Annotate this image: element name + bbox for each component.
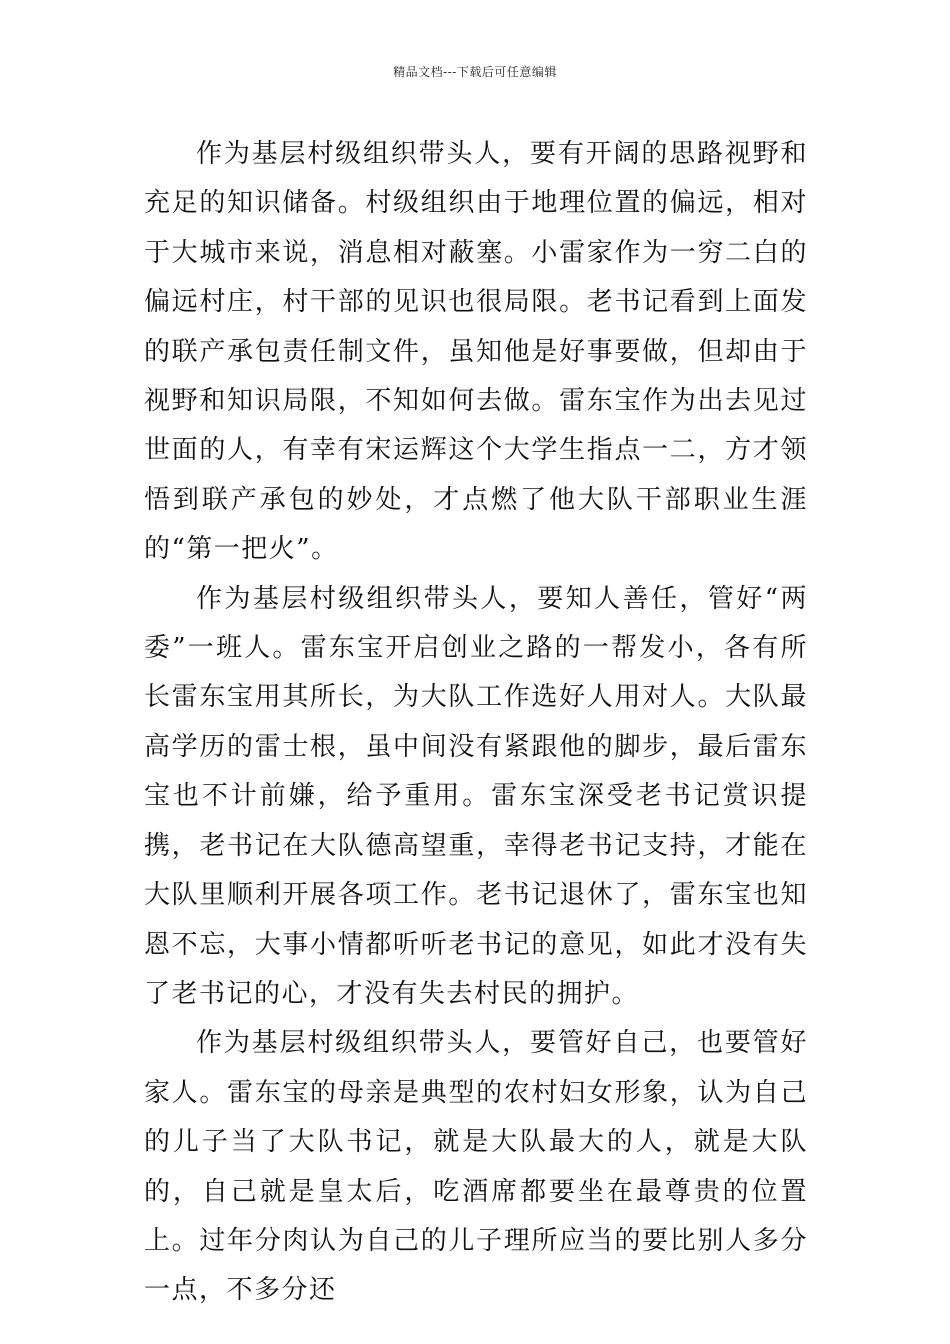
page-header: 精品文档---下载后可任意编辑 <box>393 65 557 79</box>
paragraph-1: 作为基层村级组织带头人，要有开阔的思路视野和充足的知识储备。村级组织由于地理位置的偏远，相对于大城市来说，消息相对蔽塞。小雷家作为一穷二白的偏远村庄，村干部的见识也很局限。老书记看到上面发的联产承包责任制文件，虽知他是好事要做，但却由于视野和知识局限，不知如何去做。雷东宝作为出去见过世面的人，有幸有宋运辉这个大学生指点一二，方才领悟到联产承包的妙处，才点燃了他大队干部职业生涯的“第一把火”。 <box>144 139 808 565</box>
paragraph-3: 作为基层村级组织带头人，要管好自己，也要管好家人。雷东宝的母亲是典型的农村妇女形象，认为自己的儿子当了大队书记，就是大队最大的人，就是大队的，自己就是皇太后，吃酒席都要坐在最尊贵的位置上。过年分肉认为自己的儿子理所应当的要比别人多分一点，不多分还 <box>144 1028 808 1306</box>
document-body <box>144 130 808 1316</box>
paragraph-2: 作为基层村级组织带头人，要知人善任，管好“两委”一班人。雷东宝开启创业之路的一帮发小，各有所长雷东宝用其所长，为大队工作选好人用对人。大队最高学历的雷士根，虽中间没有紧跟他的脚步，最后雷东宝也不计前嫌，给予重用。雷东宝深受老书记赏识提携，老书记在大队德高望重，幸得老书记支持，才能在大队里顺利开展各项工作。老书记退休了，雷东宝也知恩不忘，大事小情都听听老书记的意见，如此才没有失了老书记的心，才没有失去村民的拥护。 <box>144 583 808 1009</box>
